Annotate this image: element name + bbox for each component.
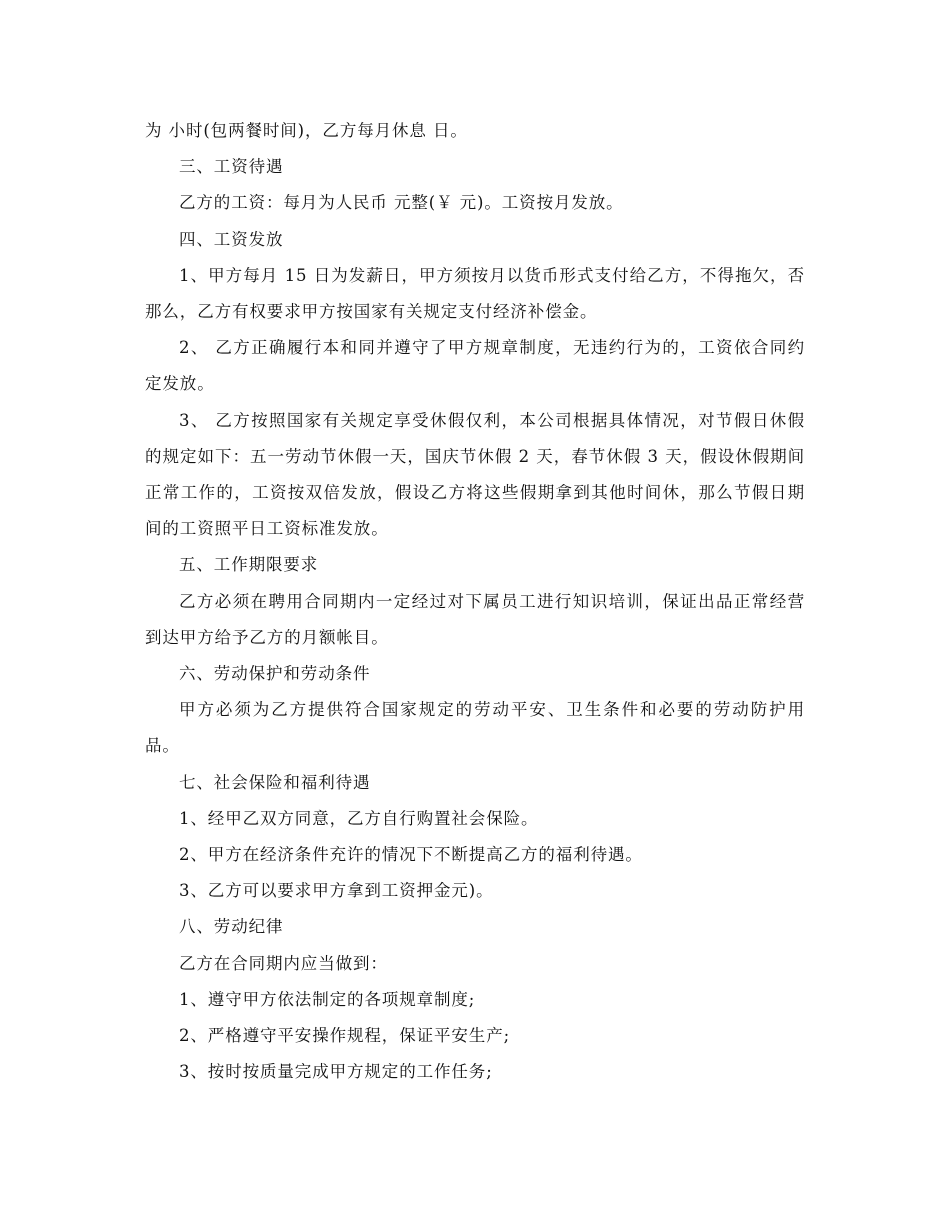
document-body [145,113,805,1090]
list-item-safety: 2、严格遵守平安操作规程，保证平安生产; [179,1026,511,1046]
paragraph-holidays: 3、 乙方按照国家有关规定享受休假仅利，本公司根据具体情况，对节假日休假的规定如下：五一劳动节休假一天，国庆节休假 2 天，春节休假 3 天，假设休假期间正常工作的，工资按双倍发放，假设乙方将这些假期拿到其他时间休，那么节假日期间的工资照平日工资标准发放。 [145,410,805,539]
heading-labor-protection: 六、劳动保护和劳动条件 [179,664,371,684]
heading-work-period: 五、工作期限要求 [179,555,319,575]
paragraph-contract-compliance: 2、 乙方正确履行本和同并遵守了甲方规章制度，无违约行为的，工资依合同约定发放。 [145,338,805,394]
heading-social-insurance: 七、社会保险和福利待遇 [179,772,371,792]
list-item-welfare: 2、甲方在经济条件充许的情况下不断提高乙方的福利待遇。 [179,845,643,865]
list-item-insurance: 1、经甲乙双方同意，乙方自行购置社会保险。 [179,808,539,828]
paragraph-protection-conditions: 甲方必须为乙方提供符合国家规定的劳动平安、卫生条件和必要的劳动防护用品。 [145,700,805,756]
list-item-tasks: 3、按时按质量完成甲方规定的工作任务; [179,1062,493,1082]
heading-salary-treatment: 三、工资待遇 [179,157,284,177]
paragraph-payday: 1、甲方每月 15 日为发薪日，甲方须按月以货币形式支付给乙方，不得拖欠，否那么，乙方有权要求甲方按国家有关规定支付经济补偿金。 [145,265,805,322]
paragraph-training: 乙方必须在聘用合同期内一定经过对下属员工进行知识培训，保证出品正常经营到达甲方给予乙方的月额帐目。 [145,591,805,647]
heading-labor-discipline: 八、劳动纪律 [179,917,284,937]
list-item-rules: 1、遵守甲方依法制定的各项规章制度; [179,989,476,1009]
list-item-deposit: 3、乙方可以要求甲方拿到工资押金元)。 [179,881,494,901]
heading-salary-payment: 四、工资发放 [179,229,284,249]
paragraph-obligations-intro: 乙方在合同期内应当做到： [179,953,388,973]
paragraph-work-hours: 为 小时(包两餐时间)，乙方每月休息 日。 [145,121,468,140]
paragraph-salary-amount: 乙方的工资：每月为人民币 元整(￥ 元)。工资按月发放。 [179,193,624,213]
